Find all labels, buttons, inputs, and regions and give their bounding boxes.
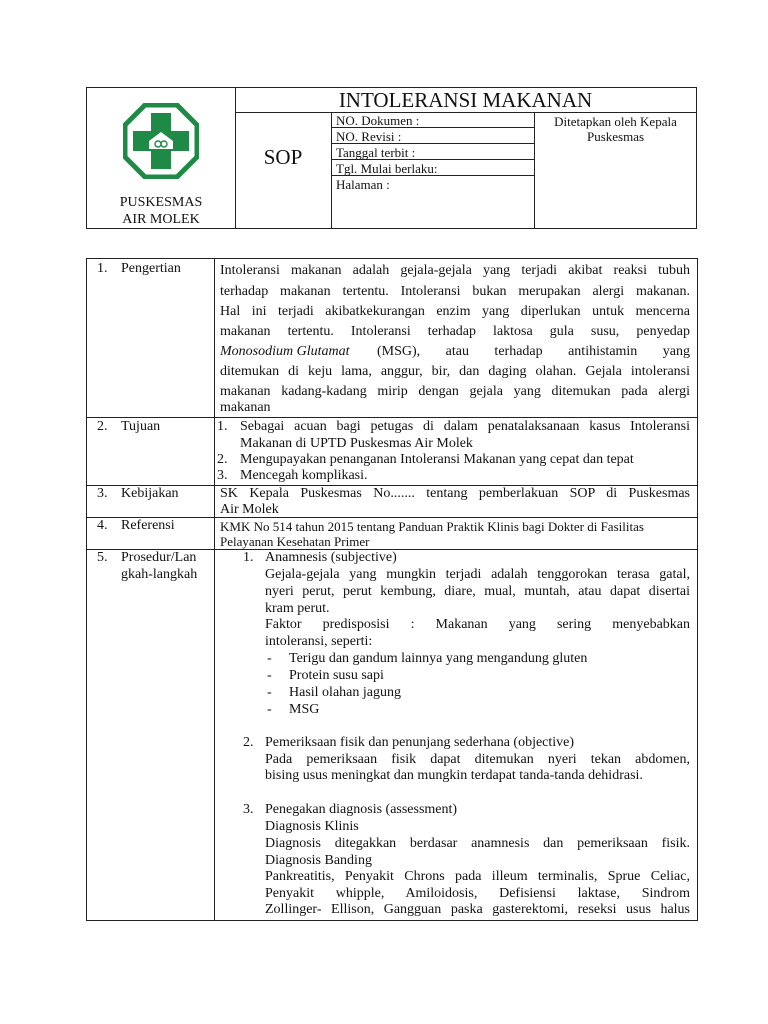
step-text: Pada pemeriksaan fisik dapat ditemukan nyeri tekan abdomen, xyxy=(265,752,690,767)
effective-date-field: Tgl. Mulai berlaku: xyxy=(332,161,534,176)
bullet-item: Terigu dan gandum lainnya yang mengandung gluten xyxy=(289,651,588,666)
institution-name-line1: PUSKESMAS xyxy=(119,195,203,210)
text-line: terhadap makanan tertentu. Intoleransi bukan merupakan alergi makanan. xyxy=(220,284,690,299)
row-number: 4. xyxy=(97,518,108,533)
referensi-text-line2: Pelayanan Kesehatan Primer xyxy=(220,534,370,549)
puskesmas-logo-icon xyxy=(123,103,199,179)
step-text: Gejala-gejala yang mungkin terjadi adalah tenggorokan terasa gatal, xyxy=(265,567,690,582)
list-item: Mencegah komplikasi. xyxy=(240,468,368,483)
step-number: 1. xyxy=(243,550,254,565)
bullet-dash: - xyxy=(267,685,272,700)
text-line: (MSG), atau terhadap antihistamin yang xyxy=(377,344,690,359)
row-label-referensi xyxy=(97,518,175,534)
row-label-pengertian xyxy=(97,261,181,277)
italic-term: Monosodium Glutamat xyxy=(220,344,350,359)
kebijakan-text-line1: SK Kepala Puskesmas No....... tentang pemberlakuan SOP di Puskesmas xyxy=(220,486,690,501)
list-item: Sebagai acuan bagi petugas di dalam penatalaksanaan kasus Intoleransi xyxy=(240,419,690,434)
step-text: intoleransi, seperti: xyxy=(265,634,373,649)
step-subheading: Diagnosis Banding xyxy=(265,853,372,868)
step-title: Penegakan diagnosis (assessment) xyxy=(265,802,458,817)
row-divider xyxy=(87,417,697,418)
row-label-kebijakan xyxy=(97,486,179,502)
text-line: makanan xyxy=(220,400,271,415)
referensi-text-line1: KMK No 514 tahun 2015 tentang Panduan Praktik Klinis bagi Dokter di Fasilitas xyxy=(220,519,644,534)
bullet-item: MSG xyxy=(289,702,320,717)
row-label-text: Kebijakan xyxy=(121,486,179,501)
step-subheading: Diagnosis Klinis xyxy=(265,819,359,834)
issue-date-field: Tanggal terbit : xyxy=(332,145,534,160)
text-line: makanan tertentu. Intoleransi terhadap laktosa gula susu, penyedap xyxy=(220,324,690,339)
sop-content-table xyxy=(86,258,698,921)
step-text: Diagnosis ditegakkan berdasar anamnesis dan pemeriksaan fisik. xyxy=(265,836,690,851)
text-line: Intoleransi makanan adalah gejala-gejala yang terjadi akibat reaksi tubuh xyxy=(220,263,690,278)
bullet-item: Protein susu sapi xyxy=(289,668,384,683)
approval-line2: Puskesmas xyxy=(586,129,645,144)
row-number: 2. xyxy=(97,419,108,434)
doc-number-field: NO. Dokumen : xyxy=(332,113,534,128)
list-number: 1. xyxy=(217,419,228,434)
row-label-prosedur xyxy=(97,550,196,566)
sop-header-table xyxy=(86,87,697,229)
text-line: ditemukan di keju lama, anggur, bir, dan daging olahan. Gejala intoleransi xyxy=(220,364,690,379)
row-number: 1. xyxy=(97,261,108,276)
bullet-item: Hasil olahan jagung xyxy=(289,685,401,700)
text-line: Hal ini terjadi akibatkekurangan enzim yang diperlukan untuk mencerna xyxy=(220,304,690,319)
document-title: INTOLERANSI MAKANAN xyxy=(235,88,696,113)
text-line: makanan kadang-kadang mirip dengan gejala yang ditemukan pada alergi xyxy=(220,384,690,399)
approval-text xyxy=(535,114,696,144)
sop-label: SOP xyxy=(235,113,332,228)
bullet-dash: - xyxy=(267,668,272,683)
column-divider xyxy=(214,259,215,920)
bullet-dash: - xyxy=(267,702,272,717)
step-text: Penyakit whipple, Amiloidosis, Defisiensi laktase, Sindrom xyxy=(265,886,690,901)
bullet-dash: - xyxy=(267,651,272,666)
step-number: 3. xyxy=(243,802,254,817)
row-number: 3. xyxy=(97,486,108,501)
row-label-tujuan xyxy=(97,419,160,435)
step-title: Pemeriksaan fisik dan penunjang sederhana (objective) xyxy=(265,735,575,750)
step-text: bising usus meningkat dan mungkin terdapat tanda-tanda dehidrasi. xyxy=(265,768,643,783)
list-number: 3. xyxy=(217,468,228,483)
step-text: Zollinger- Ellison, Gangguan paska gasterektomi, reseksi usus halus xyxy=(265,902,690,917)
list-number: 2. xyxy=(217,452,228,467)
logo-cell xyxy=(87,88,236,228)
step-text: nyeri perut, perut kembung, diare, mual, muntah, atau dapat disertai xyxy=(265,584,690,599)
document-info-fields xyxy=(332,113,535,228)
step-title: Anamnesis (subjective) xyxy=(265,550,397,565)
step-text: kram perut. xyxy=(265,601,330,616)
row-label-text: Prosedur/Lan xyxy=(121,550,197,565)
step-number: 2. xyxy=(243,735,254,750)
list-item: Mengupayakan penanganan Intoleransi Makanan yang cepat dan tepat xyxy=(240,452,634,467)
revision-field: NO. Revisi : xyxy=(332,129,534,144)
row-label-text: Pengertian xyxy=(121,261,181,276)
row-divider xyxy=(87,517,697,518)
row-label-prosedur-cont: gkah-langkah xyxy=(121,567,198,582)
step-text: Faktor predisposisi : Makanan yang sering menyebabkan xyxy=(265,617,690,632)
row-label-text: Tujuan xyxy=(121,419,161,434)
row-number: 5. xyxy=(97,550,108,565)
approval-line1: Ditetapkan oleh Kepala xyxy=(554,114,677,129)
list-item-cont: Makanan di UPTD Puskesmas Air Molek xyxy=(240,436,473,451)
page-field: Halaman : xyxy=(336,177,390,192)
institution-name-line2: AIR MOLEK xyxy=(122,212,200,227)
kebijakan-text-line2: Air Molek xyxy=(220,502,279,517)
row-label-text: Referensi xyxy=(121,518,175,533)
step-text: Pankreatitis, Penyakit Chrons pada illeum terminalis, Sprue Celiac, xyxy=(265,869,690,884)
